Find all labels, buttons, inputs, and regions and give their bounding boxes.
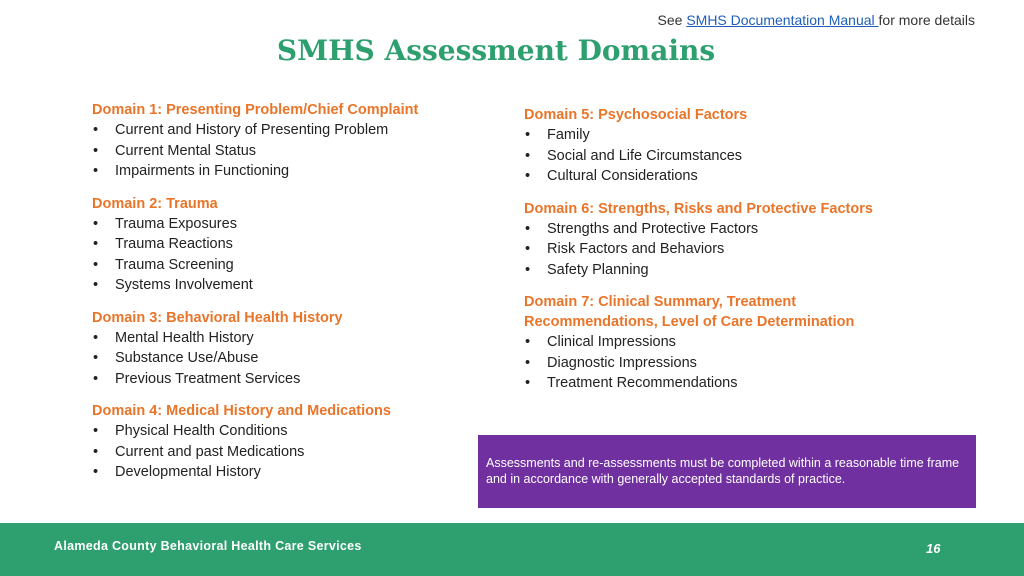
domain-title: Domain 6: Strengths, Risks and Protective Factors: [524, 200, 873, 217]
reference-note: [658, 12, 976, 28]
list-item: • Substance Use/Abuse: [92, 348, 492, 369]
list-item: • Physical Health Conditions: [92, 421, 492, 442]
assessment-callout-box: [478, 435, 976, 508]
list-item: • Safety Planning: [524, 260, 924, 281]
domain-item-list: [524, 125, 924, 187]
list-item: • Social and Life Circumstances: [524, 146, 924, 167]
domain-item-list: [92, 120, 492, 182]
list-item: • Treatment Recommendations: [524, 373, 924, 394]
domains-left-column: [92, 100, 492, 495]
domain-item-list: [92, 421, 492, 483]
domain-title: Domain 3: Behavioral Health History: [92, 309, 343, 326]
domain-2: [92, 194, 492, 296]
list-item: • Mental Health History: [92, 328, 492, 349]
list-item: • Trauma Exposures: [92, 214, 492, 235]
list-item: • Systems Involvement: [92, 275, 492, 296]
list-item: • Risk Factors and Behaviors: [524, 239, 924, 260]
list-item: • Current Mental Status: [92, 141, 492, 162]
domain-4: [92, 401, 492, 483]
domain-5: [524, 105, 924, 187]
list-item: • Trauma Reactions: [92, 234, 492, 255]
domain-6: [524, 199, 924, 281]
page-title: SMHS Assessment Domains: [276, 34, 716, 67]
domain-item-list: [92, 214, 492, 296]
list-item: • Diagnostic Impressions: [524, 353, 924, 374]
domain-title: Domain 4: Medical History and Medications: [92, 403, 391, 419]
reference-note-suffix: for more details: [878, 12, 975, 28]
domain-item-list: [92, 328, 492, 390]
domain-title: Domain 1: Presenting Problem/Chief Complaint: [92, 102, 419, 118]
domain-title: Domain 7: Clinical Summary, Treatment Recommendations, Level of Care Determination: [524, 294, 855, 330]
domain-1: [92, 100, 492, 182]
page-number: 16: [926, 541, 941, 556]
footer-bar: [0, 523, 1024, 576]
list-item: • Impairments in Functioning: [92, 161, 492, 182]
list-item: • Strengths and Protective Factors: [524, 219, 924, 240]
list-item: • Current and History of Presenting Problem: [92, 120, 492, 141]
documentation-manual-link[interactable]: SMHS Documentation Manual: [686, 12, 879, 28]
domains-right-column: [524, 105, 924, 406]
list-item: • Current and past Medications: [92, 442, 492, 463]
domain-7: [524, 292, 924, 394]
list-item: • Cultural Considerations: [524, 166, 924, 187]
list-item: • Clinical Impressions: [524, 332, 924, 353]
callout-text: Assessments and re-assessments must be completed within a reasonable time frame and in accordance with generally accepted standards of practice.: [486, 456, 960, 486]
domain-3: [92, 308, 492, 390]
organization-name: Alameda County Behavioral Health Care Services: [54, 539, 362, 553]
reference-note-prefix: See: [657, 12, 687, 28]
domain-item-list: [524, 219, 924, 281]
list-item: • Family: [524, 125, 924, 146]
list-item: • Developmental History: [92, 462, 492, 483]
domain-item-list: [524, 332, 924, 394]
domain-title: Domain 2: Trauma: [92, 195, 218, 212]
list-item: • Trauma Screening: [92, 255, 492, 276]
domain-title: Domain 5: Psychosocial Factors: [524, 107, 748, 123]
list-item: • Previous Treatment Services: [92, 369, 492, 390]
